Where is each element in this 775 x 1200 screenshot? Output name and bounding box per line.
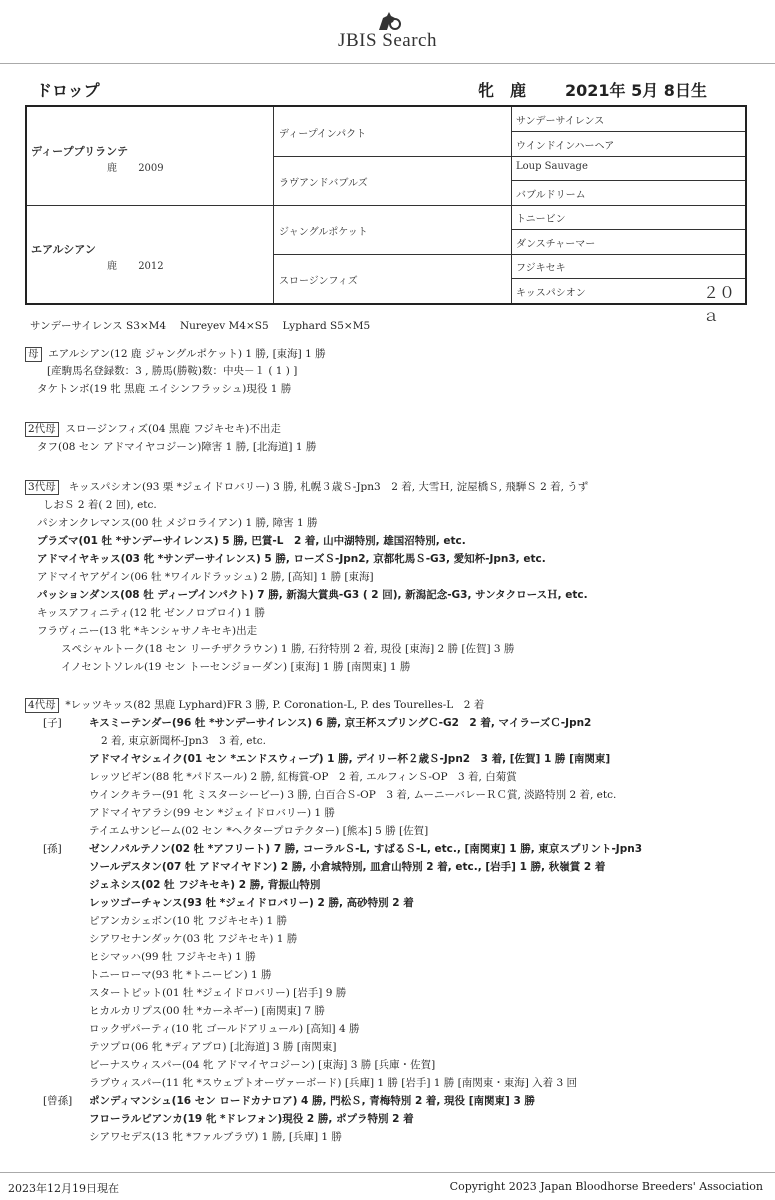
gen-label-grandchild: [孫] — [43, 843, 62, 855]
line: ヒシマッハ(99 牡 フジキセキ) 1 勝 — [89, 951, 256, 963]
site-logo[interactable] — [0, 6, 775, 52]
line: トニーローマ(93 牝 *トニービン) 1 勝 — [89, 969, 272, 981]
line: ウインクキラー(91 牝 ミスターシービー) 3 勝, 白百合Ｓ-OP 3 着, ムーニーバレーＲＣ賞, 淡路特別 2 着, etc. — [89, 789, 617, 801]
section-tag: 母 — [25, 347, 42, 362]
line: テイエムサンビーム(02 セン *ヘクタープロテクター) [熊本] 5 勝 [佐賀] — [89, 825, 429, 837]
line: アドマイヤキッス(03 牝 *サンデーサイレンス) 5 勝, ローズＳ-Jpn2, 京都牝馬Ｓ-G3, 愛知杯-Jpn3, etc. — [37, 553, 546, 565]
section-tag: 2代母 — [25, 422, 59, 437]
inbreeding-line: サンデーサイレンス S3×M4 Nureyev M4×S5 Lyphard S5×M5 — [30, 320, 371, 332]
pedigree-table — [25, 105, 747, 325]
horse-birth: 2021年 5月 8日生 — [565, 81, 707, 100]
line: レッツゴーチャンス(93 牡 *ジェイドロバリー) 2 勝, 高砂特別 2 着 — [89, 897, 414, 909]
section-tag: 3代母 — [25, 480, 59, 495]
line: [産駒馬名登録数：3 , 勝馬(勝鞍)数：中央－１ ( 1 ) ] — [47, 365, 298, 377]
horse-sex: 牝 — [478, 81, 495, 100]
line: キッスパシオン(93 栗 *ジェイドロバリー) 3 勝, 札幌３歳Ｓ-Jpn3 2 着, 大雪Ｈ, 淀屋橋Ｓ, 飛騨Ｓ 2 着, うず — [68, 481, 589, 493]
pedigree-gen3-5[interactable]: トニービン — [516, 214, 566, 225]
line: パッションダンス(08 牡 ディープインパクト) 7 勝, 新潟大賞典-G3 ( 2 回), 新潟記念-G3, サンタクロースＨ, etc. — [37, 589, 588, 601]
footer-copyright: Copyright 2023 Japan Bloodhorse Breeders' Association — [449, 1180, 763, 1193]
sire-year: 2009 — [138, 163, 164, 174]
pedigree-gen3-7[interactable]: フジキセキ — [516, 263, 566, 274]
dam-name: エアルシアン — [31, 243, 96, 256]
footer-date: 2023年12月19日現在 — [8, 1182, 119, 1195]
line: ビーナスウィスパー(04 牝 アドマイヤコジーン) [東海] 3 勝 [兵庫・佐賀] — [89, 1059, 436, 1071]
line: ピアンカシェボン(10 牝 フジキセキ) 1 勝 — [89, 915, 288, 927]
line: イノセントソレル(19 セン トーセンジョーダン) [東海] 1 勝 [南関東] 1 勝 — [61, 661, 411, 673]
line: キッスアフィニティ(12 牝 ゼンノロブロイ) 1 勝 — [37, 607, 265, 619]
line: エアルシアン(12 鹿 ジャングルポケット) 1 勝, [東海] 1 勝 — [48, 348, 326, 360]
footer-rule — [0, 1172, 775, 1173]
line: テツプロ(06 牝 *ディアブロ) [北海道] 3 勝 [南関東] — [89, 1041, 337, 1053]
line: ポンディマンシュ(16 セン ロードカナロア) 4 勝, 門松Ｓ, 青梅特別 2 着, 現役 [南関東] 3 勝 — [89, 1095, 535, 1107]
pedigree-gen3-3[interactable]: Loup Sauvage — [516, 161, 588, 172]
sire-name: ディーププリランテ — [31, 145, 129, 158]
line: フローラルピアンカ(19 牝 *ドレフォン)現役 2 勝, ポプラ特別 2 着 — [89, 1113, 414, 1125]
pedigree-gen2-1[interactable]: ディープインパクト — [279, 129, 367, 140]
line: スロージンフィズ(04 黒鹿 フジキセキ)不出走 — [65, 423, 281, 435]
dam-year: 2012 — [138, 261, 164, 272]
pedigree-gen2-3[interactable]: ジャングルポケット — [279, 227, 368, 238]
gen-label-great-grandchild: [曾孫] — [43, 1095, 73, 1107]
header-rule — [0, 63, 775, 64]
pedigree-gen3-1[interactable]: サンデーサイレンス — [516, 116, 605, 127]
pedigree-gen3-2[interactable]: ウインドインハーヘア — [516, 141, 615, 152]
line: キスミーテンダー(96 牡 *サンデーサイレンス) 6 勝, 京王杯スプリングＣ-G2 2 着, マイラーズＣ-Jpn2 — [89, 717, 592, 729]
line: ジェネシス(02 牡 フジキセキ) 2 勝, 背振山特別 — [89, 879, 321, 891]
pedigree-gen3-4[interactable]: バブルドリーム — [516, 190, 586, 201]
horse-name: ドロップ — [36, 81, 100, 100]
section-tag: 4代母 — [25, 698, 59, 713]
line: しおＳ 2 着( 2 回), etc. — [43, 499, 157, 511]
pedigree-gen3-8[interactable]: キッスパシオン — [516, 288, 586, 299]
line: ゼンノパルテノン(02 牡 *アフリート) 7 勝, コーラルＳ-L, すばるＳ-L, etc., [南関東] 1 勝, 東京スプリント-Jpn3 — [89, 843, 643, 855]
line: ロックザパーティ(10 牝 ゴールドアリュール) [高知] 4 勝 — [89, 1023, 360, 1035]
pedigree-dam[interactable] — [31, 241, 164, 272]
logo-text: JBIS Search — [338, 30, 437, 51]
sire-color: 鹿 — [107, 163, 117, 174]
line: パシオンクレマンス(00 牡 メジロライアン) 1 勝, 障害 1 勝 — [37, 517, 318, 529]
dam-color: 鹿 — [107, 261, 117, 272]
pedigree-sire[interactable] — [31, 143, 164, 174]
pedigree-gen3-6[interactable]: ダンスチャーマー — [516, 239, 596, 250]
line: アドマイヤアラシ(99 セン *ジェイドロバリー) 1 勝 — [89, 807, 335, 819]
gen-label-child: [子] — [43, 717, 62, 729]
line: フラヴィニー(13 牝 *キンシャサノキセキ)出走 — [37, 625, 258, 637]
horse-title-row — [30, 78, 750, 100]
line: ヒカルカリプス(00 牡 *カーネギー) [南関東] 7 勝 — [89, 1005, 325, 1017]
line: シアワセデス(13 牝 *ファルブラヴ) 1 勝, [兵庫] 1 勝 — [89, 1131, 342, 1143]
line: レッツビギン(88 牝 *パドスール) 2 勝, 紅梅賞-OP 2 着, エルフィンＳ-OP 3 着, 白菊賞 — [89, 771, 517, 783]
horse-logo-icon — [373, 10, 403, 34]
line: シアワセナンダッケ(03 牝 フジキセキ) 1 勝 — [89, 933, 298, 945]
line: ソールデスタン(07 牡 アドマイヤドン) 2 勝, 小倉城特別, 皿倉山特別 2 着, etc., [岩手] 1 勝, 秋嶺賞 2 着 — [89, 861, 606, 873]
line: スペシャルトーク(18 セン リーチザクラウン) 1 勝, 石狩特別 2 着, 現役 [東海] 2 勝 [佐賀] 3 勝 — [61, 643, 515, 655]
line: タケトンボ(19 牝 黒鹿 エイシンフラッシュ)現役 1 勝 — [37, 383, 292, 395]
line: スタートピット(01 牡 *ジェイドロバリー) [岩手] 9 勝 — [89, 987, 347, 999]
family-number: ２０ａ — [703, 283, 736, 325]
line: *レッツキッス(82 黒鹿 Lyphard)FR 3 勝, P. Coronation-L, P. des Tourelles-L 2 着 — [65, 699, 485, 711]
pedigree-gen2-4[interactable]: スロージンフィズ — [279, 276, 358, 287]
line: プラズマ(01 牡 *サンデーサイレンス) 5 勝, 巴賞-L 2 着, 山中湖特別, 雄国沼特別, etc. — [37, 535, 466, 547]
line: ラブウィスパー(11 牝 *スウェプトオーヴァーボード) [兵庫] 1 勝 [岩手] 1 勝 [南関東・東海] 入着 3 回 — [89, 1077, 578, 1089]
line: タフ(08 セン アドマイヤコジーン)障害 1 勝, [北海道] 1 勝 — [37, 441, 317, 453]
horse-color: 鹿 — [510, 81, 527, 100]
line: アドマイヤシェイク(01 セン *エンドスウィープ) 1 勝, デイリー杯２歳Ｓ-Jpn2 3 着, [佐賀] 1 勝 [南関東] — [89, 753, 611, 765]
line: アドマイヤアゲイン(06 牡 *ワイルドラッシュ) 2 勝, [高知] 1 勝 [東海] — [37, 571, 374, 583]
line: 2 着, 東京新聞杯-Jpn3 3 着, etc. — [101, 735, 266, 747]
pedigree-gen2-2[interactable]: ラヴアンドバブルズ — [279, 178, 368, 189]
